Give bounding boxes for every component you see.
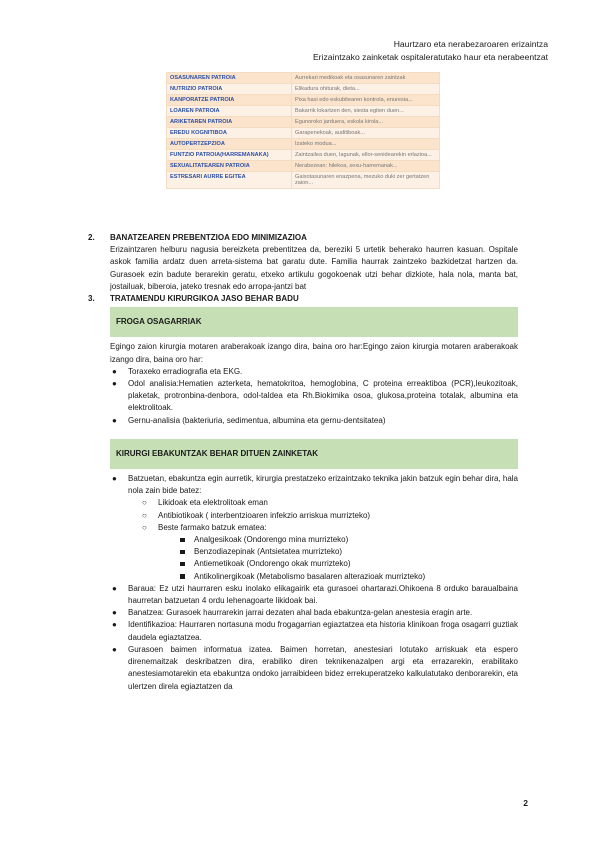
patterns-table-image [166,72,440,189]
bullet-icon: ● [112,474,117,484]
zainketak-heading-band: KIRURGI EBAKUNTZAK BEHAR DITUEN ZAINKETAK [110,439,518,469]
table-row [167,106,440,117]
running-header [313,38,548,64]
circle-bullet-icon: ○ [142,498,147,508]
sub-list-item: ○ Beste farmako batzuk ematea: Analgesikoak (Ondorengo mina murrizteko) Benzodiazepinak (Antsietatea murrizteko) Antiemetikoak (Ondorengo okak murrizteko) Antikolinergikoak (Metabolismo basalaren alterazioak murrizteko) [158,522,518,583]
bullet-icon: ● [112,415,117,425]
pattern-desc-cell: Aurrekari medikoak eta osasunaren zaintzak [292,73,440,84]
pattern-desc-cell: Pixa hasi edo eskubitearen kontrola, enuresia... [292,95,440,106]
pattern-desc-cell: Bakarrik lokartzen den, siesta egiten duen... [292,106,440,117]
section-title: TRATAMENDU KIRURGIKOA JASO BEHAR BADU [110,294,299,304]
table-row [167,95,440,106]
sub-list-item: ○ Antibiotikoak ( interbentzioaren infekzio arriskua murrizteko) [158,510,518,522]
froga-heading-band: FROGA OSAGARRIAK [110,307,518,337]
table-row [167,172,440,189]
circle-bullet-icon: ○ [142,522,147,532]
section-title: BANATZEAREN PREBENTZIOA EDO MINIMIZAZIOA [110,233,307,242]
pattern-name-cell: SEXUALITATEAREN PATROIA [167,161,292,172]
pattern-desc-cell: Gaixotasunaren enazpena, mezuko duki zer gertatzen zaion... [292,172,440,189]
list-item: ● Odol analisia:Hematien azterketa, hematokritoa, hemoglobina, C proteina erreaktiboa (PCR),leukozitoak, plaketak, protronbina-denbora, odol-taldea eta Rh.Biokimika osoa, glukosa,proteina totalak, albumina eta elektrolitoak. [112,379,518,413]
page-number: 2 [523,798,528,808]
section-2-paragraph: Erizaintzaren helburu nagusia bereizketa prebentitzea da, bereziki 5 urtetik beherako haurren kasuan. Ospitale askok familia ardatz duen arreta-sistema bat garatu dute. Familia haurrak zaintzeko bazkidetzat hartzen da. Gurasoek ezin badute berarekin geratu, etxeko artikulu gogokoenak utzi behar dizkiote, hala nola, manta bat, jostailuak, biberoia, jateko tresnak edo arropa-jantzi bat [110,245,518,291]
list-item: ● Identifikazioa: Haurraren nortasuna modu frogagarrian egiaztatzea eta historia klinikoan froga osagarri guztiak daudela egiaztatzea. [112,620,518,642]
list-item: ● Batzuetan, ebakuntza egin aurretik, kirurgia prestatzeko erizaintzako teknika jakin batzuk egin behar dira, hala nola zain bide batez: ○ Likidoak eta elektrolitoak eman ○ Antibiotikoak ( interbentzioaren infekzio arriskua murrizteko) ○ Beste farmako batzuk ematea: Analgesikoak (Ondorengo mina murrizteko) Benzodiazepinak (Antsietatea murrizteko) Antiemetikoak (Ondorengo okak murrizteko) Antikolinergikoak (Metabolismo basalaren alterazioak murrizteko) [128,473,518,583]
pattern-desc-cell: Zaintzailea duen, lagunak, ellor-senidearekin erlazioa... [292,150,440,161]
bullet-icon: ● [112,379,117,389]
main-content [88,232,518,693]
sub-list-item: ○ Likidoak eta elektrolitoak eman [158,497,518,509]
pattern-name-cell: LOAREN PATROIA [167,106,292,117]
pattern-desc-cell: Garapenekoak, auditiboak... [292,128,440,139]
square-bullet-icon [180,562,185,567]
pattern-name-cell: FUNTZIO PATROIA(HARREMANAKA) [167,150,292,161]
pattern-name-cell: ESTRESARI AURRE EGITEA [167,172,292,189]
pattern-desc-cell: Nerabezean: hilekoa, sexu-harremanak... [292,161,440,172]
froga-intro: Egingo zaion kirurgia motaren araberakoak izango dira, baina oro har:Egingo zaion kirurgia motaren araberakoak izango dira, baina oro har: [110,342,518,364]
patterns-table [166,72,440,189]
pattern-desc-cell: Izateko modua... [292,139,440,150]
pattern-name-cell: ARIKETAREN PATROIA [167,117,292,128]
list-item: ● Baraua: Ez utzi haurraren esku inolako elikagairik eta gurasoei ohartarazi.Ohikoena 8 orduko baraualbaina haurretan batzuetan 4 ordu lehenagoarte likidoak bai. [112,583,518,606]
sub-list [128,497,518,582]
header-line-1: Haurtzaro eta nerabezaroaren erizaintza [393,39,548,49]
table-row [167,139,440,150]
drug-item: Analgesikoak (Ondorengo mina murrizteko) [194,534,518,546]
froga-list [88,366,518,427]
bullet-icon: ● [112,608,117,618]
list-item: ● Toraxeko erradiografia eta EKG. [128,366,518,378]
bullet-icon: ● [112,583,117,593]
pattern-desc-cell: Elikadura ohiturak, dieta... [292,84,440,95]
drug-item: Antikolinergikoak (Metabolismo basalaren alterazioak murrizteko) [194,571,518,583]
list-item: ● Gurasoen baimen informatua izatea. Baimen horretan, anestesiari lotutako arriskuak eta espero direnemaitzak deskribatzen dira, erabiliko diren teknikenazalpen argi eta errazarekin, erabilitako anestesiamotarekin eta ebakuntza ondoko jarraibideen bidez errekuperatzeko kalkulatutako denborarekin, eta ulertzen direla egiaztatzen da [112,644,518,691]
drug-list [158,534,518,583]
list-item: ● Banatzea: Gurasoek haurrarekin jarrai dezaten ahal bada ebakuntza-gelan anestesia eragin arte. [128,607,518,619]
bullet-icon: ● [112,620,117,630]
pattern-name-cell: EREDU KOGNITIBOA [167,128,292,139]
bullet-icon: ● [112,644,117,654]
table-row [167,150,440,161]
table-row [167,161,440,172]
drug-item: Antiemetikoak (Ondorengo okak murrizteko) [194,558,518,570]
section-number: 2. [88,233,95,242]
pattern-name-cell: AUTOPERTZEPZIOA [167,139,292,150]
pattern-name-cell: KANPORATZE PATROIA [167,95,292,106]
section-number: 3. [88,294,95,304]
pattern-name-cell: OSASUNAREN PATROIA [167,73,292,84]
square-bullet-icon [180,574,185,579]
table-row [167,117,440,128]
header-line-2: Erizaintzako zainketak ospitaleratutako haur eta nerabeentzat [312,52,548,62]
pattern-desc-cell: Egunoroko jarduera, eskola kirola... [292,117,440,128]
pattern-name-cell: NUTRIZIO PATROIA [167,84,292,95]
table-row [167,73,440,84]
list-item: ● Gernu-analisia (bakteriuria, sedimentua, albumina eta gernu-dentsitatea) [128,415,518,427]
circle-bullet-icon: ○ [142,510,147,520]
table-row [167,128,440,139]
square-bullet-icon [180,538,185,543]
square-bullet-icon [180,550,185,555]
section-3-heading [88,293,518,305]
section-2-heading [88,232,518,244]
bullet-icon: ● [112,366,117,376]
table-row [167,84,440,95]
drug-item: Benzodiazepinak (Antsietatea murrizteko) [194,546,518,558]
zainketak-list [88,473,518,693]
